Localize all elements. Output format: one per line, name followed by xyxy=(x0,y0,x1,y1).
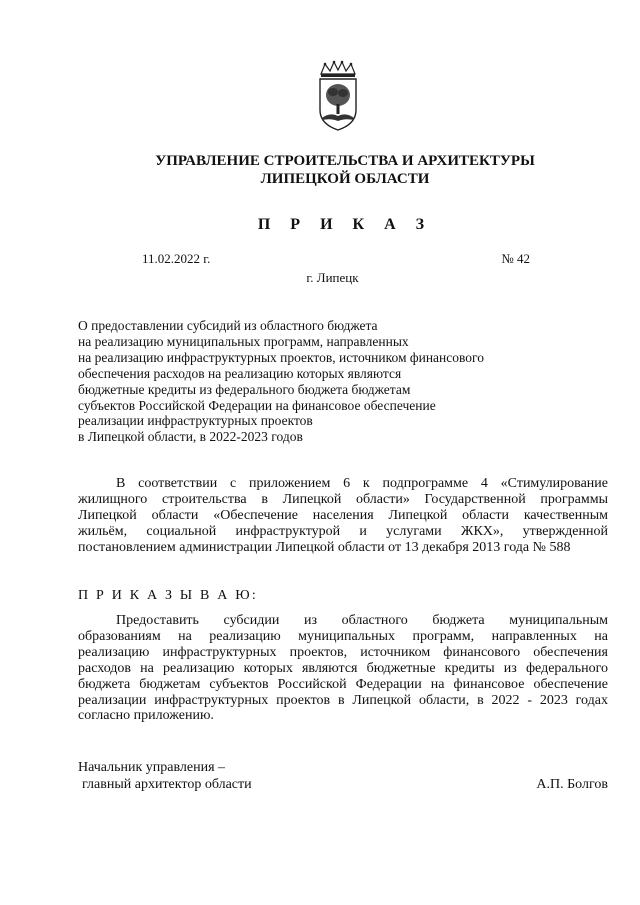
order-line: Предоставить субсидии из областного бюджета муниципальным xyxy=(116,613,608,628)
order-line: согласно приложению. xyxy=(78,708,214,724)
order-line: реализацию инфраструктурных проектов, источником финансового обеспечения xyxy=(78,644,608,660)
order-line: расходов на реализацию которых являются бюджетные кредиты из федерального xyxy=(78,660,608,676)
signer-position-line1: Начальник управления – xyxy=(78,760,226,775)
preamble-line: жильём, социальной инфраструктурой и услугами ЖКХ», утвержденной xyxy=(78,523,608,539)
order-paragraph xyxy=(78,613,608,724)
order-line: реализации инфраструктурных проектов в Липецкой области, в 2022 - 2023 годах xyxy=(78,692,608,708)
subject-line: субъектов Российской Федерации на финансовое обеспечение xyxy=(78,397,436,413)
signer-name: А.П. Болгов xyxy=(536,777,608,792)
document-number: № 42 xyxy=(501,251,530,266)
lipetsk-coat-of-arms-icon xyxy=(315,60,361,132)
subject-line: на реализацию инфраструктурных проектов, источником финансового xyxy=(78,349,485,365)
subject-line: бюджетные кредиты из федерального бюджета бюджетам xyxy=(78,381,411,397)
document-date: 11.02.2022 г. xyxy=(142,251,211,266)
organization-name-line2: ЛИПЕЦКОЙ ОБЛАСТИ xyxy=(260,171,430,187)
preamble-line: В соответствии с приложением 6 к подпрограмме 4 «Стимулирование xyxy=(116,476,608,491)
document-subject xyxy=(78,318,558,445)
subject-line: обеспечения расходов на реализацию которых являются xyxy=(78,365,402,381)
order-line: образованиям на реализацию муниципальных программ, направленных на xyxy=(78,628,608,644)
subject-line: в Липецкой области, в 2022-2023 годов xyxy=(78,429,303,445)
preamble-line: постановлением администрации Липецкой области от 13 декабря 2013 года № 588 xyxy=(78,539,571,555)
subject-line: О предоставлении субсидий из областного бюджета xyxy=(78,318,378,333)
preamble-paragraph xyxy=(78,476,608,556)
subject-line: на реализацию муниципальных программ, направленных xyxy=(78,333,409,349)
preamble-line: Липецкой области «Обеспечение населения Липецкой области качественным xyxy=(78,507,608,523)
preamble-line: жилищного строительства в Липецкой области» Государственной программы xyxy=(78,491,608,507)
document-type: П Р И К А З xyxy=(257,216,433,233)
signer-position-line2: главный архитектор области xyxy=(82,777,252,792)
order-line: бюджета бюджетам субъектов Российской Федерации на финансовое обеспечение xyxy=(78,676,608,692)
subject-line: реализации инфраструктурных проектов xyxy=(78,413,313,429)
organization-name-line1: УПРАВЛЕНИЕ СТРОИТЕЛЬСТВА И АРХИТЕКТУРЫ xyxy=(155,153,535,169)
document-city: г. Липецк xyxy=(306,270,359,285)
order-heading: П Р И К А З Ы В А Ю: xyxy=(78,588,258,603)
